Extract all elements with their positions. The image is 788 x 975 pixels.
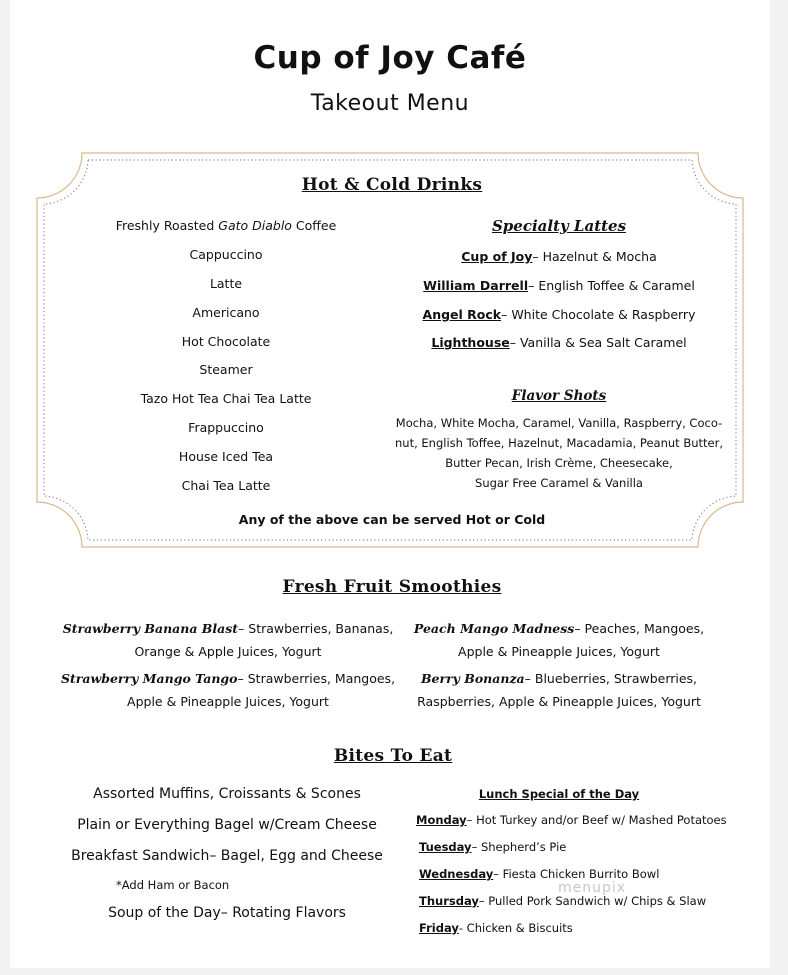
lunch-item: Tuesday– Shepherd’s Pie: [419, 840, 567, 854]
bites-addon-note: *Add Ham or Bacon: [116, 878, 230, 892]
hot-cold-note: Any of the above can be served Hot or Cold: [238, 512, 546, 527]
latte-item: Angel Rock– White Chocolate & Raspberry: [422, 307, 696, 322]
watermark: menupix: [558, 880, 627, 896]
smoothie-detail: Orange & Apple Juices, Yogurt: [134, 644, 322, 659]
coffee-name: Gato Diablo: [218, 218, 292, 233]
drink-item: Tazo Hot Tea Chai Tea Latte: [140, 391, 312, 406]
page-title: Cup of Joy Café: [253, 40, 527, 76]
lunch-item: Monday– Hot Turkey and/or Beef w/ Mashed Potatoes: [416, 813, 727, 827]
latte-item: Cup of Joy– Hazelnut & Mocha: [461, 249, 657, 264]
drink-item: Cappuccino: [189, 247, 263, 262]
shots-line: Butter Pecan, Irish Crème, Cheesecake,: [445, 456, 673, 470]
bites-item: Soup of the Day– Rotating Flavors: [108, 905, 346, 921]
shots-line: nut, English Toffee, Hazelnut, Macadamia, Peanut Butter,: [395, 436, 723, 450]
lunch-heading: Lunch Special of the Day: [478, 787, 640, 801]
smoothie-detail: Apple & Pineapple Juices, Yogurt: [458, 644, 660, 659]
shots-line: Mocha, White Mocha, Caramel, Vanilla, Raspberry, Coco-: [395, 416, 723, 430]
menu-page: [10, 0, 770, 968]
bites-item: Plain or Everything Bagel w/Cream Cheese: [77, 817, 377, 833]
drink-item: Frappuccino: [188, 420, 264, 435]
drink-item: Steamer: [199, 362, 253, 377]
drink-item: House Iced Tea: [178, 449, 274, 464]
smoothies-heading: Fresh Fruit Smoothies: [282, 577, 502, 597]
smoothie-item: Berry Bonanza– Blueberries, Strawberries,: [420, 671, 698, 686]
drinks-frame: [34, 150, 746, 550]
drink-item: Hot Chocolate: [181, 334, 271, 349]
lunch-item: Friday- Chicken & Biscuits: [419, 921, 573, 935]
bites-item: Assorted Muffins, Croissants & Scones: [93, 786, 361, 802]
drink-item: Americano: [192, 305, 260, 320]
smoothie-detail: Raspberries, Apple & Pineapple Juices, Yogurt: [417, 694, 701, 709]
shots-heading: Flavor Shots: [511, 388, 607, 404]
latte-item: Lighthouse– Vanilla & Sea Salt Caramel: [431, 335, 687, 350]
shots-line: Sugar Free Caramel & Vanilla: [475, 476, 643, 490]
drinks-heading: Hot & Cold Drinks: [301, 175, 483, 195]
smoothie-item: Strawberry Banana Blast– Strawberries, Bananas,: [62, 621, 394, 636]
smoothie-item: Strawberry Mango Tango– Strawberries, Mangoes,: [60, 671, 396, 686]
latte-item: William Darrell– English Toffee & Caramel: [423, 278, 695, 293]
bites-item: Breakfast Sandwich– Bagel, Egg and Cheese: [71, 848, 383, 864]
smoothie-item: Peach Mango Madness– Peaches, Mangoes,: [413, 621, 705, 636]
bites-heading: Bites To Eat: [333, 746, 453, 766]
page-subtitle: Takeout Menu: [310, 91, 470, 116]
lunch-item: Thursday– Pulled Pork Sandwich w/ Chips & Slaw: [419, 894, 707, 908]
drink-item: Latte: [209, 276, 243, 291]
drink-item: Chai Tea Latte: [181, 478, 271, 493]
lunch-item: Wednesday– Fiesta Chicken Burrito Bowl: [419, 867, 660, 881]
smoothie-detail: Apple & Pineapple Juices, Yogurt: [127, 694, 329, 709]
coffee-item: Freshly Roasted Gato Diablo Coffee: [115, 218, 337, 233]
lattes-heading: Specialty Lattes: [491, 217, 627, 235]
